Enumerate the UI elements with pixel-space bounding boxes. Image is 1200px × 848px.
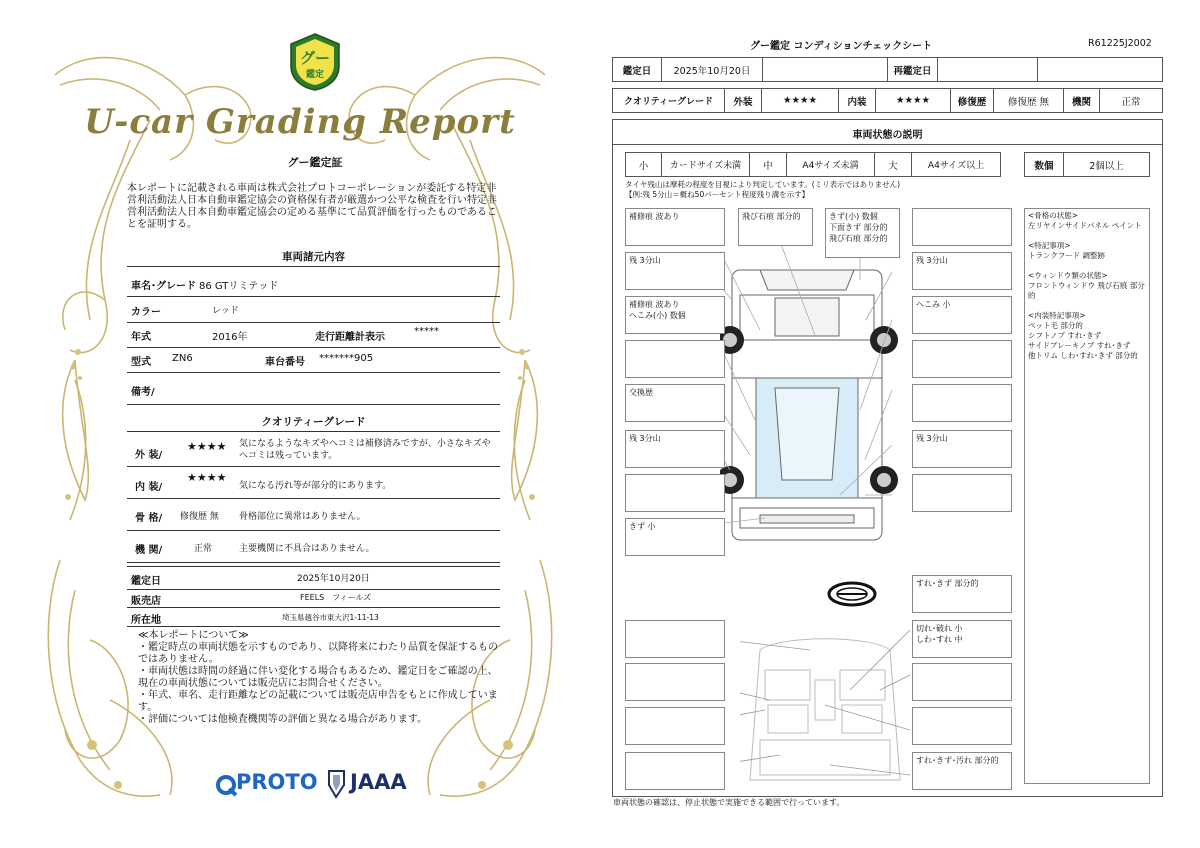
address-label: 所在地 <box>131 615 161 626</box>
frame-value: 修復歴 無 <box>180 512 219 522</box>
quality-section-title: クオリティーグレード <box>261 416 366 428</box>
shop-label: 販売店 <box>131 596 161 607</box>
quality-row-interior <box>127 468 500 499</box>
ext-stars: ★★★★ <box>761 88 839 113</box>
size-large-desc: A4サイズ以上 <box>911 152 1001 177</box>
tire-note: タイヤ残山は摩耗の程度を目視により判定しています。(ミリ表示ではありません) <box>625 180 901 189</box>
report-notes <box>138 630 498 726</box>
mileage-label: 走行距離計表示 <box>315 332 385 343</box>
info-row-shop <box>127 589 500 608</box>
shop-value: FEELS フィールズ <box>300 593 372 602</box>
interior-label: 内 装/ <box>135 482 163 493</box>
blank-cell <box>1037 57 1163 82</box>
interior-box-seat-driver: 切れ･破れ 小 しわ･すれ 中 <box>912 620 1012 658</box>
exterior-label: 外 装/ <box>135 450 163 461</box>
note-heading: <ウィンドウ類の状態> <box>1028 271 1108 280</box>
repair-value: 修復歴 無 <box>993 88 1064 113</box>
sheet-id: R61225J2002 <box>1088 38 1152 49</box>
interior-box-console <box>912 707 1012 745</box>
sheet-title: グー鑑定 コンディションチェックシート <box>750 41 933 52</box>
damage-box-quarter-left <box>625 474 725 512</box>
size-large-label: 大 <box>874 152 912 177</box>
year-label: 年式 <box>131 332 151 343</box>
divider <box>127 266 500 267</box>
interior-box-seat-front-right <box>912 663 1012 701</box>
engine-value: 正常 <box>1099 88 1163 113</box>
mileage-value: ***** <box>414 326 439 337</box>
interior-text: 気になる汚れ等が部分的にあります。 <box>239 481 392 491</box>
note-line: 左リヤインサイドパネル ペイント <box>1028 221 1142 230</box>
exterior-stars: ★★★★ <box>187 440 227 453</box>
date-value: 2025年10月20日 <box>661 57 763 82</box>
divider <box>612 144 1163 145</box>
int-label: 内装 <box>838 88 876 113</box>
jaaa-logo-icon <box>326 769 348 799</box>
date-label: 鑑定日 <box>612 57 662 82</box>
note-heading: <特記事項> <box>1028 241 1071 250</box>
proto-logo-icon <box>214 773 238 797</box>
color-value: レッド <box>212 306 239 316</box>
goo-appraisal-badge-icon <box>287 32 343 92</box>
interior-box-seat-rear-left <box>625 707 725 745</box>
blank-cell <box>762 57 888 82</box>
damage-box-tire-rear-left: 残 3分山 <box>625 430 725 468</box>
damage-box-rear-left: きず 小 <box>625 518 725 556</box>
condition-title: 車両状態の説明 <box>852 130 923 141</box>
remarks-label: 備考/ <box>131 387 155 398</box>
car-exterior-diagram <box>720 240 920 560</box>
quality-row-frame <box>127 500 500 531</box>
size-small-label: 小 <box>625 152 662 177</box>
recheck-value <box>937 57 1038 82</box>
recheck-label: 再鑑定日 <box>887 57 938 82</box>
damage-box-front-right <box>912 208 1012 246</box>
sheet-footer-note: 車両状態の確認は、停止状態で実施できる範囲で行っています。 <box>613 798 845 807</box>
address-value: 埼玉県越谷市東大沢1-11-13 <box>282 613 379 622</box>
condition-sheet-panel <box>600 0 1200 848</box>
name-label: 車名･グレード <box>131 281 196 292</box>
model-label: 型式 <box>131 357 151 368</box>
size-small-desc: カードサイズ未満 <box>661 152 750 177</box>
engine-text: 主要機関に不具合はありません。 <box>239 544 375 554</box>
exterior-text: 気になるようなキズやヘコミは補修済みですが、小さなキズやヘコミは残っています。 <box>239 439 491 461</box>
note-spacer <box>1028 261 1146 271</box>
model-value: ZN6 <box>172 353 193 364</box>
info-row-address <box>127 608 500 627</box>
damage-box-rear-door-left: 交換歴 <box>625 384 725 422</box>
note-item: ・車両状態は時間の経過に伴い変化する場合もあるため、鑑定日をご確認の上、現在の車両状態については販売店にお問合せください。 <box>138 666 498 689</box>
note-spacer <box>1028 301 1146 311</box>
certificate-title: グー鑑定証 <box>287 156 343 169</box>
color-label: カラー <box>131 307 161 318</box>
damage-box-hood: きず(小) 数個 下面きず 部分的 飛び石痕 部分的 <box>825 208 900 258</box>
note-line: ペット毛 部分的 <box>1028 321 1083 330</box>
note-line: シフトノブ すれ･きず <box>1028 331 1102 340</box>
spec-row-year <box>127 323 500 348</box>
report-title: U-car Grading Report <box>84 102 516 142</box>
svg-text:鑑定: 鑑定 <box>305 70 325 80</box>
quality-row-engine <box>127 532 500 563</box>
interior-box-rear-left <box>625 752 725 790</box>
chassis-value: *******905 <box>319 353 374 364</box>
interior-box-rear-seat: すれ･きず･汚れ 部分的 <box>912 752 1012 790</box>
note-line: サイドブレーキノブ すれ･きず <box>1028 341 1131 350</box>
damage-box-windshield: 飛び石痕 部分的 <box>738 208 813 246</box>
name-value: 86 GTリミテッド <box>199 281 279 292</box>
note-line: フロントウィンドウ 飛び石痕 部分的 <box>1028 281 1145 300</box>
spec-section-title: 車両諸元内容 <box>282 251 345 263</box>
spec-row-name <box>127 272 500 297</box>
frame-label: 骨 格/ <box>135 513 163 524</box>
int-stars: ★★★★ <box>875 88 951 113</box>
car-interior-diagram <box>740 630 910 795</box>
damage-box-tire-front-right: 残 3分山 <box>912 252 1012 290</box>
engine-value: 正常 <box>194 544 213 554</box>
special-notes-box <box>1024 208 1150 784</box>
size-medium-label: 中 <box>749 152 787 177</box>
svg-text:グー: グー <box>299 49 331 67</box>
steering-wheel-icon <box>826 580 878 608</box>
note-line: トランクフード 調整跡 <box>1028 251 1106 260</box>
count-value: 2個以上 <box>1063 152 1150 177</box>
engine-label: 機 関/ <box>135 545 163 556</box>
quality-row-exterior <box>127 434 500 467</box>
damage-box-quarter-right <box>912 474 1012 512</box>
frame-text: 骨格部位に異常はありません。 <box>239 512 366 522</box>
interior-stars: ★★★★ <box>187 471 227 484</box>
ext-label: 外装 <box>724 88 762 113</box>
date-value: 2025年10月20日 <box>297 574 370 584</box>
damage-box-door-right <box>912 340 1012 378</box>
interior-box-steering: すれ･きず 部分的 <box>912 575 1012 613</box>
spec-row-color <box>127 298 500 323</box>
repair-label: 修復歴 <box>950 88 994 113</box>
tire-note-example: 【例:残 5分山＝概ね50パーセント程度残り溝を示す】 <box>625 190 810 199</box>
proto-brand: PROTO <box>236 770 318 794</box>
note-spacer <box>1028 231 1146 241</box>
interior-box-dash-left <box>625 620 725 658</box>
damage-box-front-left: 補修痕 波あり <box>625 208 725 246</box>
chassis-label: 車台番号 <box>265 357 305 368</box>
grade-label: クオリティーグレード <box>612 88 725 113</box>
count-label: 数個 <box>1024 152 1064 177</box>
spec-row-remarks <box>127 374 500 405</box>
notes-heading: ≪本レポートについて≫ <box>138 630 249 641</box>
spec-row-model <box>127 348 500 373</box>
jaaa-brand: JAAA <box>350 770 407 794</box>
damage-box-tire-front-left: 残 3分山 <box>625 252 725 290</box>
note-heading: <骨格の状態> <box>1028 211 1079 220</box>
divider <box>127 431 500 432</box>
note-line: 他トリム しわ･すれ･きず 部分的 <box>1028 351 1138 360</box>
year-value: 2016年 <box>212 332 248 343</box>
engine-label: 機関 <box>1063 88 1100 113</box>
damage-box-tire-rear-right: 残 3分山 <box>912 430 1012 468</box>
damage-box-fender-left: 補修痕 波あり へこみ(小) 数個 <box>625 296 725 334</box>
info-row-date <box>127 566 500 590</box>
damage-box-fender-right: へこみ 小 <box>912 296 1012 334</box>
date-label: 鑑定日 <box>131 576 161 587</box>
damage-box-rear-door-right <box>912 384 1012 422</box>
certificate-body: 本レポートに記載される車両は株式会社プロトコーポレーションが委託する特定非営利活動法人日本自動車鑑定協会の資格保有者が厳選かつ公平な検査を行い特定非営利活動法人日本自動車鑑定協会の定める基準にて品質評価を行ったものであることを証明する。 <box>127 183 497 230</box>
interior-box-seat-front-left <box>625 663 725 701</box>
note-heading: <内装特記事項> <box>1028 311 1086 320</box>
note-item: ・年式、車名、走行距離などの記載については販売店申告をもとに作成しています。 <box>138 690 498 713</box>
damage-box-door-left <box>625 340 725 378</box>
note-item: ・鑑定時点の車両状態を示すものであり、以降将来にわたり品質を保証するものではありません。 <box>138 642 498 665</box>
note-item: ・評価については他検査機関等の評価と異なる場合があります。 <box>138 714 427 725</box>
size-medium-desc: A4サイズ未満 <box>786 152 875 177</box>
